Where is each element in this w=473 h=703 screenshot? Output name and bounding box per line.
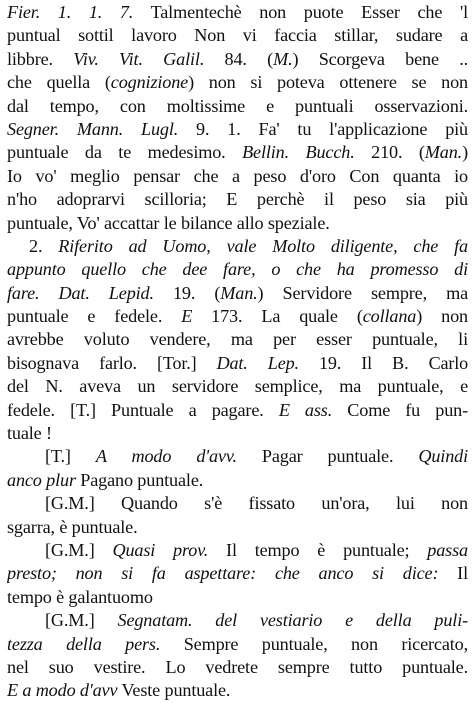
text-line [7, 71, 468, 94]
italic-text-run: Quindi [418, 446, 468, 467]
text-line [7, 328, 468, 351]
text-run: Talmentechè non puote Esser che 'l [133, 2, 468, 22]
text-run: puntuale, Vo' accattar le bilance allo speziale. [7, 212, 330, 233]
text-run: 19. Il B. Carlo [298, 352, 468, 373]
text-run: Pagar puntuale. [236, 446, 419, 467]
italic-text-run: fare. Dat. Lepid. [7, 282, 154, 303]
text-run: puntuale e fedele. [7, 306, 182, 327]
text-line [7, 516, 468, 539]
text-run: ) non [416, 306, 468, 327]
text-line [7, 609, 468, 632]
italic-text-run: Segnatam. del vestiario e della puli- [117, 610, 468, 631]
text-run: puntual sottil lavoro Non vi faccia stillar, sudare a [7, 25, 468, 46]
text-run: [G.M.] Quando s'è fissato un'ora, lui non [45, 493, 468, 514]
text-run: 210. ( [354, 142, 425, 163]
text-line [7, 305, 468, 328]
text-line [7, 375, 468, 398]
text-line [7, 679, 468, 702]
text-run: Sempre puntuale, non ricercato, [160, 633, 468, 654]
text-line [7, 282, 468, 305]
italic-text-run: Fier. 1. 1. 7. [7, 2, 134, 22]
text-run: puntuale da te medesimo. [7, 142, 243, 163]
text-line [7, 118, 468, 141]
italic-text-run: tezza della pers. [7, 633, 161, 654]
text-run: ) Servidore sempre, ma [257, 282, 468, 303]
text-line [7, 212, 468, 235]
italic-text-run: Riferito ad Uomo, vale Molto diligente, che fa [58, 235, 468, 256]
text-run: Io vo' meglio pensar che a peso d'oro Con quanta io [7, 165, 468, 186]
italic-text-run: Segner. Mann. Lugl. [7, 118, 179, 139]
text-run: bisognava farlo. [Tor.] [7, 352, 217, 373]
text-run: ) [462, 142, 468, 163]
italic-text-run: passa [427, 539, 468, 560]
italic-text-run: Man. [220, 282, 258, 303]
text-run: 84. ( [204, 48, 274, 69]
text-run: sgarra, è puntuale. [7, 516, 138, 537]
text-run: nel suo vestire. Lo vedrete sempre tutto puntuale. [7, 656, 468, 677]
text-line [7, 165, 468, 188]
text-line [7, 422, 468, 445]
italic-text-run: collana [362, 306, 417, 327]
italic-text-run: cognizione [110, 72, 189, 93]
italic-text-run: anco plur [7, 469, 76, 490]
text-line [7, 188, 468, 211]
text-line [7, 633, 468, 656]
text-line [7, 24, 468, 47]
text-run: 9. 1. Fa' tu l'applicazione più [178, 118, 468, 139]
text-line [7, 586, 468, 609]
text-line [7, 95, 468, 118]
italic-text-run: E ass. [278, 399, 333, 420]
text-run: ) non si poteva ottenere se non [188, 72, 468, 93]
text-line [7, 492, 468, 515]
text-run: [G.M.] [45, 610, 118, 631]
text-line [7, 469, 468, 492]
text-run: [T.] [45, 446, 96, 467]
text-line [7, 352, 468, 375]
text-run: Il [438, 563, 468, 584]
text-line [7, 399, 468, 422]
text-run: Veste puntuale. [117, 680, 231, 701]
italic-text-run: A modo d'avv. [95, 446, 237, 467]
text-run: [G.M.] [45, 539, 113, 560]
text-line [7, 48, 468, 71]
italic-text-run: Bellin. Bucch. [242, 142, 355, 163]
text-run: 173. La quale ( [192, 306, 363, 327]
text-run: Come fu pun- [332, 399, 468, 420]
italic-text-run: appunto quello che dee fare, o che ha promesso di [7, 259, 468, 280]
text-line [7, 539, 468, 562]
text-line [7, 562, 468, 585]
text-run: che quella ( [7, 72, 111, 93]
text-line [7, 141, 468, 164]
text-run: fedele. [T.] Puntuale a pagare. [7, 399, 279, 420]
text-line [7, 445, 468, 468]
italic-text-run: E a modo d'avv [7, 680, 118, 701]
text-run: libbre. [7, 48, 74, 69]
italic-text-run: Man. [424, 142, 463, 163]
italic-text-run: M. [273, 48, 293, 69]
text-line [7, 258, 468, 281]
italic-text-run: Quasi prov. [112, 539, 209, 560]
text-run: 2. [29, 235, 59, 256]
italic-text-run: Dat. Lep. [216, 352, 299, 373]
italic-text-run: Viv. Vit. Galil. [73, 48, 205, 69]
italic-text-run: presto; non si fa aspettare: che anco si dice: [7, 563, 439, 584]
text-run: avrebbe voluto vendere, ma per esser puntuale, li [7, 329, 468, 350]
text-run: dal tempo, con moltissime e puntuali osservazioni. [7, 95, 468, 116]
dictionary-entry-text [7, 1, 468, 703]
text-run: tuale ! [7, 423, 52, 444]
text-line [7, 1, 468, 24]
text-run: del N. aveva un servidore semplice, ma puntuale, e [7, 376, 468, 397]
text-run: Pagano puntuale. [75, 469, 204, 490]
text-run: n'ho adoprarvi scilloria; E perchè il peso sia più [7, 189, 468, 210]
text-run: Il tempo è puntuale; [208, 539, 428, 560]
text-line [7, 235, 468, 258]
text-run: 19. ( [153, 282, 221, 303]
text-run: tempo è galantuomo [7, 586, 153, 607]
italic-text-run: E [181, 306, 193, 327]
text-run: ) Scorgeva bene .. [292, 48, 468, 69]
text-line [7, 656, 468, 679]
